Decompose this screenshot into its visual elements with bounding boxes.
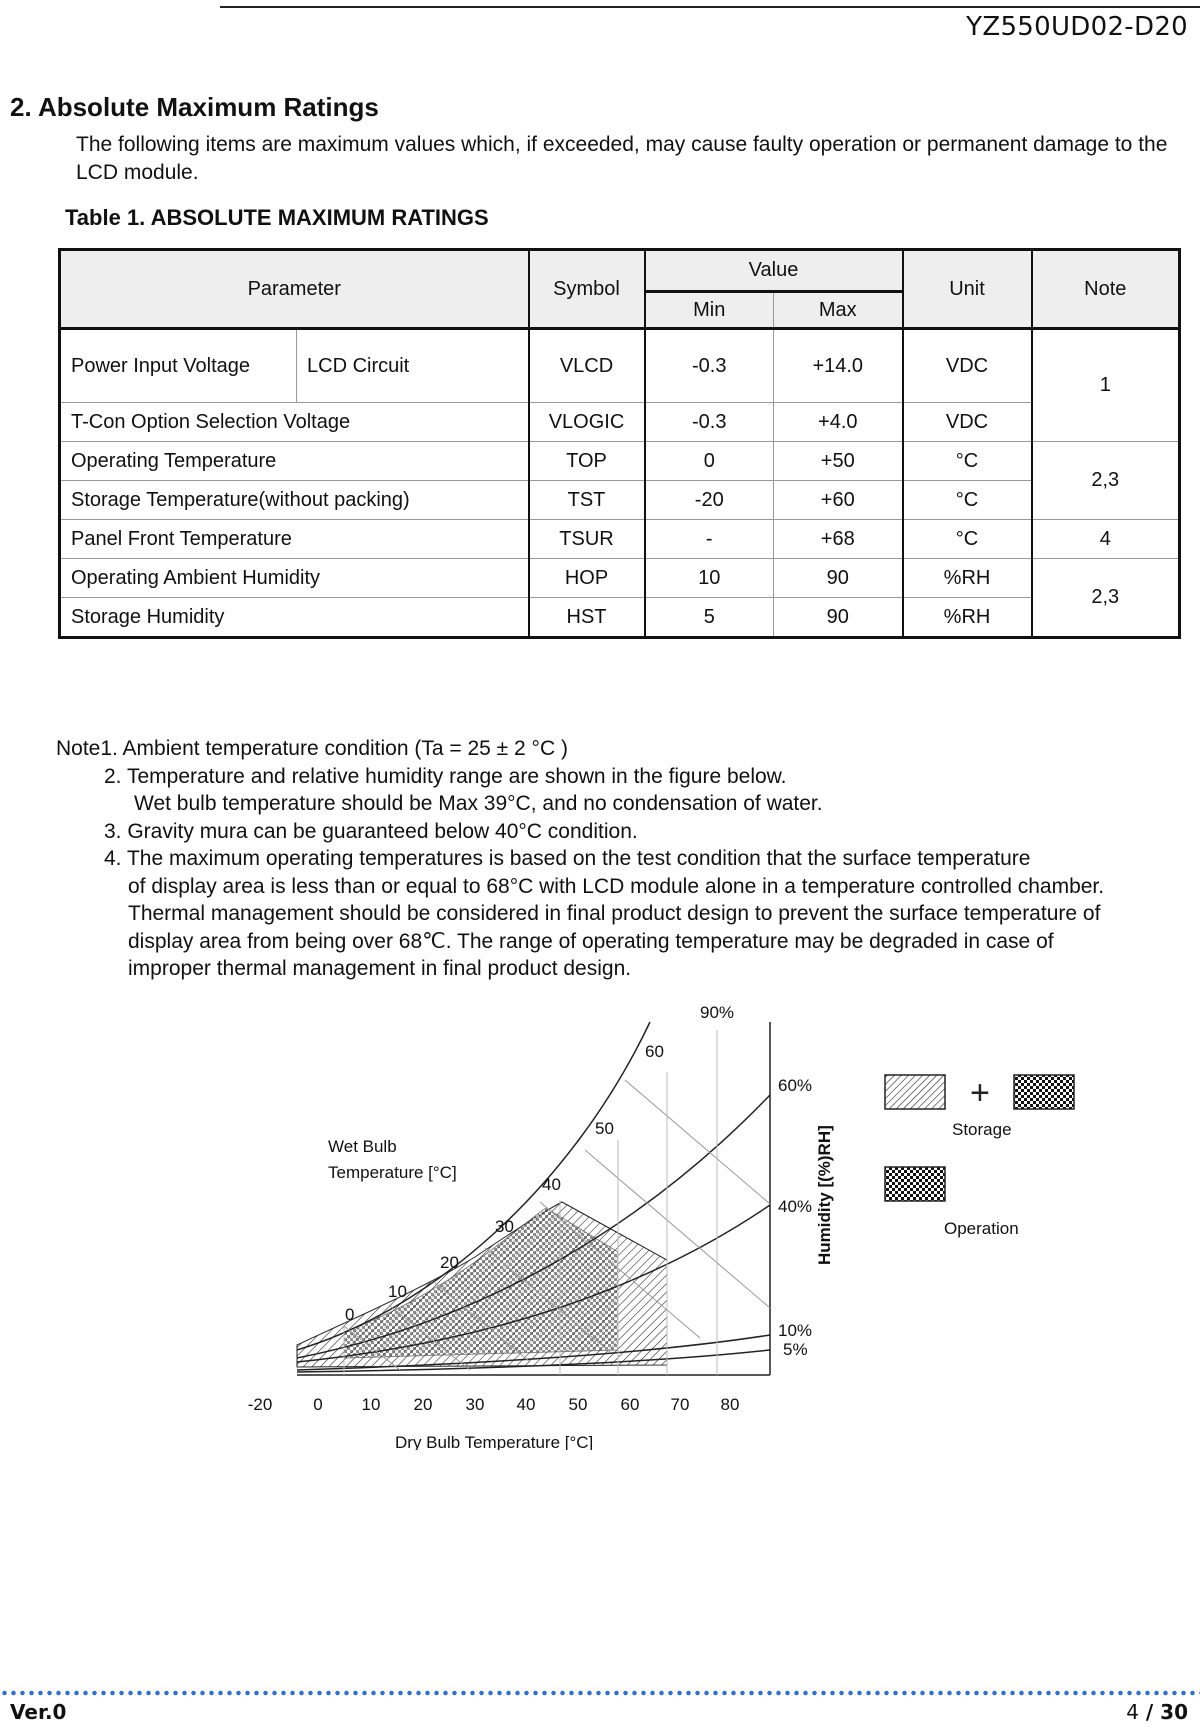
header-unit: Unit bbox=[903, 251, 1032, 329]
cell-note: 1 bbox=[1032, 329, 1179, 442]
note-line: 2. Temperature and relative humidity range are shown in the figure below. bbox=[104, 764, 787, 788]
x-tick: 50 bbox=[568, 1395, 588, 1414]
wet-bulb-label: Wet Bulb bbox=[328, 1137, 397, 1156]
note-line: improper thermal management in final product design. bbox=[128, 957, 632, 980]
cell-symbol: HOP bbox=[529, 559, 645, 598]
header-note: Note bbox=[1032, 251, 1179, 329]
cell-unit: °C bbox=[903, 520, 1032, 559]
notes-block bbox=[56, 735, 1196, 983]
cell-param: Panel Front Temperature bbox=[61, 520, 529, 559]
cell-param: Storage Humidity bbox=[61, 598, 529, 637]
humidity-label: 40% bbox=[778, 1197, 813, 1216]
cell-param: Power Input Voltage bbox=[61, 329, 297, 403]
cell-max: 90 bbox=[774, 559, 903, 598]
table-caption: Table 1. ABSOLUTE MAXIMUM RATINGS bbox=[65, 205, 489, 230]
humidity-label: 10% bbox=[778, 1321, 813, 1340]
cell-param: Operating Ambient Humidity bbox=[61, 559, 529, 598]
cell-max: +4.0 bbox=[774, 403, 903, 442]
footer-version: Ver.0 bbox=[10, 1700, 67, 1724]
note-line: Note1. Ambient temperature condition (Ta = 25 ± 2 °C ) bbox=[56, 737, 568, 760]
section-title: 2. Absolute Maximum Ratings bbox=[10, 92, 379, 122]
cell-min: - bbox=[645, 520, 774, 559]
page-separator: / bbox=[1138, 1700, 1161, 1724]
x-tick: 40 bbox=[516, 1395, 536, 1414]
wet-bulb-tick: 10 bbox=[388, 1282, 407, 1301]
storage-check-swatch bbox=[1014, 1075, 1074, 1109]
note-line: 4. The maximum operating temperatures is based on the test condition that the surface temperature bbox=[104, 847, 1031, 870]
legend-plus: + bbox=[970, 1074, 990, 1112]
legend-storage-label: Storage bbox=[952, 1120, 1012, 1139]
cell-unit: %RH bbox=[903, 559, 1032, 598]
cell-param: Storage Temperature(without packing) bbox=[61, 481, 529, 520]
x-tick: 80 bbox=[720, 1395, 740, 1414]
section-intro: The following items are maximum values which, if exceeded, may cause faulty operation or permanent damage to the LCD module. bbox=[76, 133, 1168, 184]
cell-unit: °C bbox=[903, 481, 1032, 520]
table-row bbox=[61, 559, 1179, 598]
table-row bbox=[61, 403, 1179, 442]
x-tick: 30 bbox=[465, 1395, 485, 1414]
header-value: Value bbox=[645, 251, 903, 292]
cell-max: 90 bbox=[774, 598, 903, 637]
header-max: Max bbox=[774, 292, 903, 329]
document-id: YZ550UD02-D20 bbox=[966, 12, 1188, 42]
y-axis-label: Humidity [(%)RH] bbox=[815, 1125, 834, 1265]
cell-symbol: TSUR bbox=[529, 520, 645, 559]
cell-unit: %RH bbox=[903, 598, 1032, 637]
table-row bbox=[61, 481, 1179, 520]
humidity-label: 90% bbox=[700, 1003, 735, 1022]
cell-note: 4 bbox=[1032, 520, 1179, 559]
ratings-table bbox=[60, 250, 1179, 637]
wet-bulb-tick: 40 bbox=[542, 1175, 561, 1194]
cell-note: 2,3 bbox=[1032, 442, 1179, 520]
x-axis-label: Dry Bulb Temperature [°C] bbox=[395, 1433, 594, 1450]
page-total: 30 bbox=[1160, 1700, 1188, 1724]
cell-min: -0.3 bbox=[645, 329, 774, 403]
x-tick: 60 bbox=[620, 1395, 640, 1414]
cell-min: 0 bbox=[645, 442, 774, 481]
cell-min: -0.3 bbox=[645, 403, 774, 442]
x-tick: 0 bbox=[313, 1395, 323, 1414]
cell-max: +50 bbox=[774, 442, 903, 481]
x-tick: -20 bbox=[247, 1395, 273, 1414]
cell-param: T-Con Option Selection Voltage bbox=[61, 403, 529, 442]
cell-max: +68 bbox=[774, 520, 903, 559]
table-row bbox=[61, 329, 1179, 403]
cell-min: -20 bbox=[645, 481, 774, 520]
wet-bulb-tick: 20 bbox=[440, 1253, 459, 1272]
humidity-label: 5% bbox=[783, 1340, 808, 1359]
cell-unit: VDC bbox=[903, 329, 1032, 403]
legend-operation-label: Operation bbox=[944, 1219, 1019, 1238]
cell-sub: LCD Circuit bbox=[297, 329, 529, 403]
cell-symbol: VLOGIC bbox=[529, 403, 645, 442]
cell-symbol: TST bbox=[529, 481, 645, 520]
table-row bbox=[61, 598, 1179, 637]
cell-symbol: VLCD bbox=[529, 329, 645, 403]
x-tick: 20 bbox=[413, 1395, 433, 1414]
operation-swatch bbox=[885, 1167, 945, 1201]
header-min: Min bbox=[645, 292, 774, 329]
x-tick: 10 bbox=[361, 1395, 381, 1414]
cell-min: 5 bbox=[645, 598, 774, 637]
wet-bulb-tick: 0 bbox=[345, 1305, 355, 1324]
cell-min: 10 bbox=[645, 559, 774, 598]
chart-legend bbox=[880, 1068, 1100, 1238]
note-line: Thermal management should be considered in final product design to prevent the surface temperature of bbox=[128, 902, 1101, 925]
page-number bbox=[1126, 1700, 1188, 1724]
cell-symbol: HST bbox=[529, 598, 645, 637]
cell-unit: °C bbox=[903, 442, 1032, 481]
footer-dotted-rule bbox=[0, 1690, 1200, 1696]
cell-symbol: TOP bbox=[529, 442, 645, 481]
table-row bbox=[61, 442, 1179, 481]
cell-max: +60 bbox=[774, 481, 903, 520]
note-line: display area from being over 68℃. The range of operating temperature may be degraded in case of bbox=[128, 929, 1054, 953]
cell-unit: VDC bbox=[903, 403, 1032, 442]
wet-bulb-tick: 30 bbox=[495, 1217, 514, 1236]
note-line: of display area is less than or equal to 68°C with LCD module alone in a temperature controlled chamber. bbox=[128, 874, 1105, 898]
table-row bbox=[61, 520, 1179, 559]
x-tick-labels bbox=[248, 1395, 740, 1414]
temperature-humidity-chart bbox=[230, 990, 850, 1450]
header-symbol: Symbol bbox=[529, 251, 645, 329]
cell-param: Operating Temperature bbox=[61, 442, 529, 481]
cell-note: 2,3 bbox=[1032, 559, 1179, 637]
note-line: Wet bulb temperature should be Max 39°C, and no condensation of water. bbox=[134, 792, 823, 815]
humidity-label: 60% bbox=[778, 1076, 813, 1095]
cell-max: +14.0 bbox=[774, 329, 903, 403]
note-line: 3. Gravity mura can be guaranteed below 40°C condition. bbox=[104, 819, 638, 843]
storage-hatch-swatch bbox=[885, 1075, 945, 1109]
header-rule bbox=[220, 6, 1200, 8]
x-tick: 70 bbox=[670, 1395, 690, 1414]
page-current: 4 bbox=[1126, 1700, 1139, 1724]
wet-bulb-tick: 60 bbox=[645, 1042, 664, 1061]
wet-bulb-label: Temperature [°C] bbox=[328, 1163, 457, 1182]
wet-bulb-tick: 50 bbox=[595, 1119, 614, 1138]
header-parameter: Parameter bbox=[61, 251, 529, 329]
